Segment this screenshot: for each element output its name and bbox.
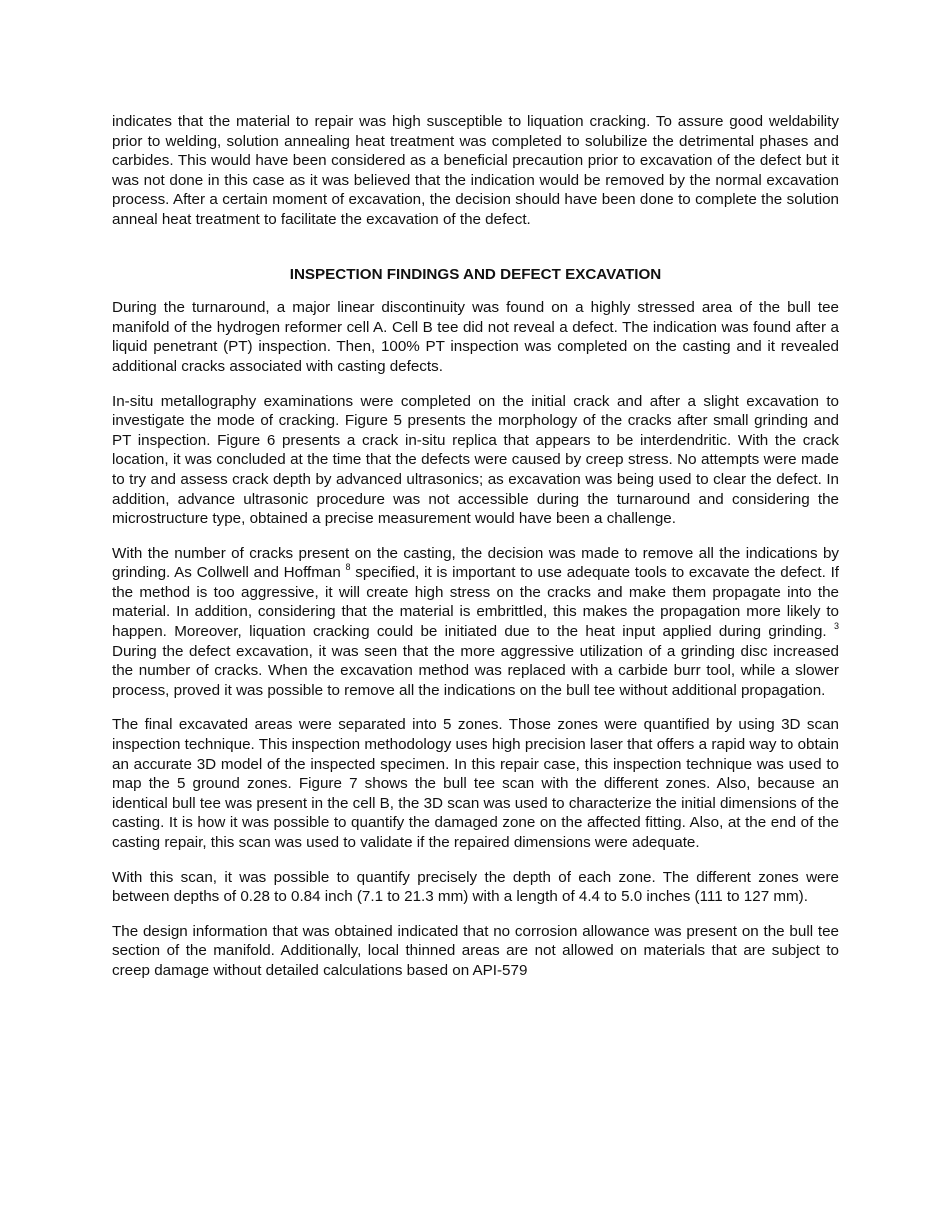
paragraph-grinding-text-3: During the defect excavation, it was seen that the more aggressive utilization of a grinding disc increased the number of cracks. When the excavation method was replaced with a carbide burr tool, while a slower process, proved it was possible to remove all the indications on the bull tee without additional propagation. — [112, 642, 839, 699]
intro-paragraph: indicates that the material to repair was high susceptible to liquation cracking. To assure good weldability prior to welding, solution annealing heat treatment was completed to solubilize the detrimental phases and carbides. This would have been considered as a beneficial precaution prior to excavation of the defect but it was not done in this case as it was believed that the indication would be removed by the normal excavation process. After a certain moment of excavation, the decision should have been done to complete the solution anneal heat treatment to facilitate the excavation of the defect. — [112, 113, 839, 228]
paragraph-metallography: In-situ metallography examinations were completed on the initial crack and after a slight excavation to investigate the mode of cracking. Figure 5 presents the morphology of the cracks after small grinding and PT inspection. Figure 6 presents a crack in-situ replica that appears to be interdendritic. With the crack location, it was concluded at the time that the defects were caused by creep stress. No attempts were made to try and assess crack depth by advanced ultrasonics; as excavation was being used to clear the defect. In addition, advance ultrasonic procedure was not accessible during the turnaround and considering the microstructure type, obtained a precise measurement would have been a challenge. — [112, 392, 839, 528]
document-page — [112, 112, 839, 996]
paragraph-zone-depths: With this scan, it was possible to quantify precisely the depth of each zone. The different zones were between depths of 0.28 to 0.84 inch (7.1 to 21.3 mm) with a length of 4.4 to 5.0 inches (111 to 127 mm). — [112, 868, 839, 906]
paragraph-grinding-text-2: specified, it is important to use adequate tools to excavate the defect. If the method is too aggressive, it will create high stress on the cracks and make them propagate into the material. In addition, considering that the material is embrittled, this makes the propagation more likely to happen. Moreover, liquation cracking could be initiated due to the heat input applied during grinding. — [112, 564, 840, 641]
paragraph-design-information: The design information that was obtained indicated that no corrosion allowance was present on the bull tee section of the manifold. Additionally, local thinned areas are not allowed on materials that are subject to creep damage without detailed calculations based on API-579 — [112, 922, 839, 979]
reference-marker-3: 3 — [833, 621, 839, 631]
section-heading: INSPECTION FINDINGS AND DEFECT EXCAVATION — [289, 265, 662, 283]
paragraph-turnaround: During the turnaround, a major linear discontinuity was found on a highly stressed area of the bull tee manifold of the hydrogen reformer cell A. Cell B tee did not reveal a defect. The indication was found after a liquid penetrant (PT) inspection. Then, 100% PT inspection was completed on the casting and it revealed additional cracks associated with casting defects. — [112, 299, 839, 375]
reference-marker-8: 8 — [345, 562, 351, 573]
paragraph-3d-scan: The final excavated areas were separated into 5 zones. Those zones were quantified by using 3D scan inspection technique. This inspection methodology uses high precision laser that offers a rapid way to obtain an accurate 3D model of the inspected specimen. In this repair case, this inspection technique was used to map the 5 ground zones. Figure 7 shows the bull tee scan with the different zones. Also, because an identical bull tee was present in the cell B, the 3D scan was used to characterize the initial dimensions of the casting. It is how it was possible to quantify the damaged zone on the affected fitting. Also, at the end of the casting repair, this scan was used to validate if the repaired dimensions were adequate. — [112, 716, 839, 851]
paragraph-grinding-text-1: With the number of cracks present on the casting, the decision was made to remove all the indications by grinding. As Collwell and Hoffman — [112, 544, 839, 582]
paragraph-grinding — [112, 544, 839, 701]
